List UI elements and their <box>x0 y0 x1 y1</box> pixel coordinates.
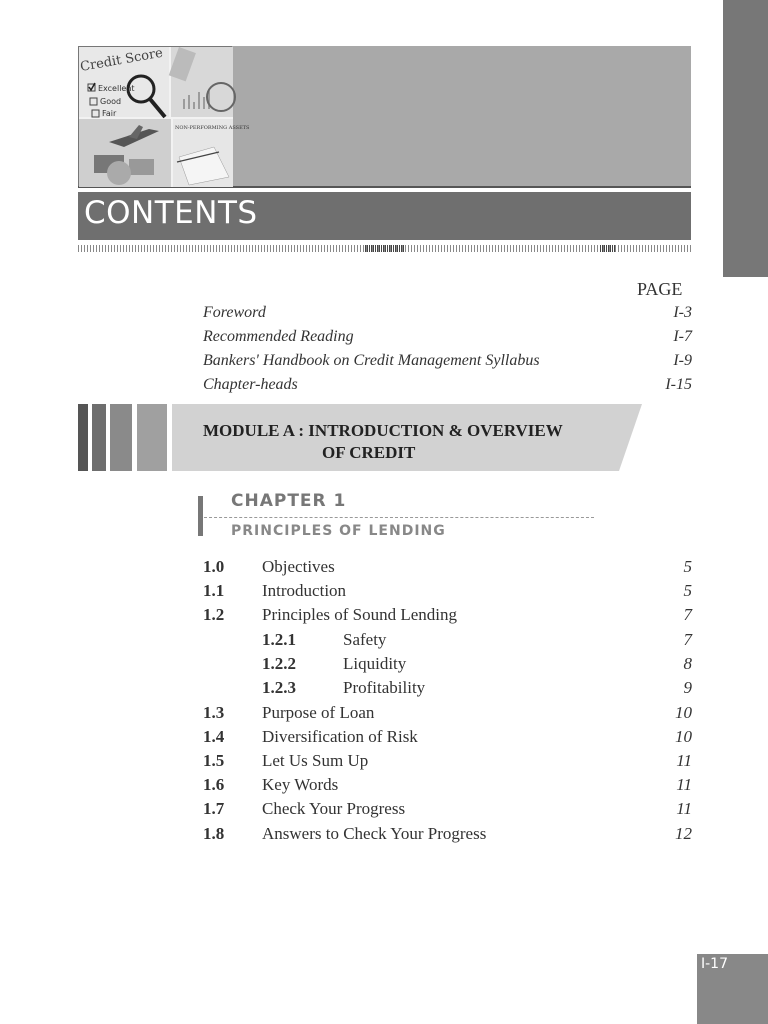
section-number: 1.7 <box>203 799 225 818</box>
credit-score-heading: Credit Score <box>79 45 165 75</box>
module-heading-line2: OF CREDIT <box>322 443 416 462</box>
section-title: Answers to Check Your Progress <box>262 824 487 843</box>
front-matter-title: Foreword <box>203 304 266 321</box>
section-number: 1.4 <box>203 727 225 746</box>
section-page: 12 <box>675 824 692 843</box>
section-number: 1.6 <box>203 775 225 794</box>
front-matter-row <box>203 352 692 370</box>
rating-good: Good <box>100 97 122 106</box>
section-number: 1.1 <box>203 581 225 600</box>
section-title: Key Words <box>262 775 339 794</box>
page-column-heading: PAGE <box>637 279 683 299</box>
front-matter-page: I-9 <box>673 352 692 369</box>
front-matter-row <box>203 304 692 322</box>
npa-label: NON-PERFORMING ASSETS <box>175 125 250 131</box>
section-title: Objectives <box>262 557 335 576</box>
section-page: 11 <box>676 751 692 770</box>
section-number: 1.8 <box>203 824 225 843</box>
front-matter-row <box>203 376 692 394</box>
section-title: Principles of Sound Lending <box>262 605 458 624</box>
page-title: CONTENTS <box>84 195 258 231</box>
section-page: 8 <box>683 654 692 673</box>
section-title: Introduction <box>262 581 347 600</box>
toc-row <box>203 824 692 848</box>
section-page: 5 <box>683 557 692 576</box>
front-matter-page: I-15 <box>665 376 692 393</box>
front-matter-title: Chapter-heads <box>203 376 298 393</box>
section-page: 11 <box>676 799 692 818</box>
toc-row <box>203 557 692 581</box>
front-matter-row <box>203 328 692 346</box>
module-heading <box>203 420 613 464</box>
section-title: Profitability <box>343 678 426 697</box>
front-matter-page: I-7 <box>673 328 692 345</box>
section-title: Check Your Progress <box>262 799 406 818</box>
section-number: 1.2.3 <box>262 678 296 697</box>
front-matter-title: Bankers' Handbook on Credit Management Syllabus <box>203 352 540 369</box>
section-number: 1.3 <box>203 703 225 722</box>
header-collage-image <box>78 45 250 186</box>
toc-row <box>203 727 692 751</box>
module-bar <box>110 404 132 471</box>
toc-subrow <box>203 678 692 702</box>
chapter-marker <box>198 496 203 536</box>
chapter-subtitle: PRINCIPLES OF LENDING <box>231 523 446 539</box>
rating-fair: Fair <box>102 109 117 118</box>
section-page: 7 <box>683 605 692 624</box>
section-number: 1.0 <box>203 557 225 576</box>
module-heading-line1: MODULE A : INTRODUCTION & OVERVIEW <box>203 421 563 440</box>
toc-row <box>203 799 692 823</box>
toc-subrow <box>203 654 692 678</box>
module-bar <box>92 404 106 471</box>
section-page: 10 <box>675 727 692 746</box>
toc-row <box>203 703 692 727</box>
section-page: 7 <box>683 630 692 649</box>
rating-excellent: Excellent <box>98 84 135 93</box>
section-page: 11 <box>676 775 692 794</box>
chapter-label: CHAPTER 1 <box>231 491 347 511</box>
section-title: Let Us Sum Up <box>262 751 369 770</box>
page-number: I-17 <box>701 956 728 972</box>
chapter-divider <box>204 517 594 518</box>
front-matter-page: I-3 <box>673 304 692 321</box>
section-number: 1.5 <box>203 751 225 770</box>
toc-row <box>203 775 692 799</box>
section-number: 1.2.1 <box>262 630 296 649</box>
section-number: 1.2 <box>203 605 225 624</box>
section-title: Liquidity <box>343 654 407 673</box>
section-page: 10 <box>675 703 692 722</box>
section-title: Safety <box>343 630 387 649</box>
toc-row <box>203 581 692 605</box>
section-title: Diversification of Risk <box>262 727 418 746</box>
module-bar <box>137 404 167 471</box>
toc-subrow <box>203 630 692 654</box>
side-thumb-tab <box>723 0 768 277</box>
toc-row <box>203 605 692 629</box>
decorative-hatch-dark-1 <box>365 245 405 252</box>
section-number: 1.2.2 <box>262 654 296 673</box>
section-page: 5 <box>683 581 692 600</box>
section-title: Purpose of Loan <box>262 703 375 722</box>
toc-row <box>203 751 692 775</box>
decorative-hatch-dark-2 <box>600 245 616 252</box>
section-page: 9 <box>683 678 692 697</box>
front-matter-title: Recommended Reading <box>203 328 354 345</box>
module-bar <box>78 404 88 471</box>
